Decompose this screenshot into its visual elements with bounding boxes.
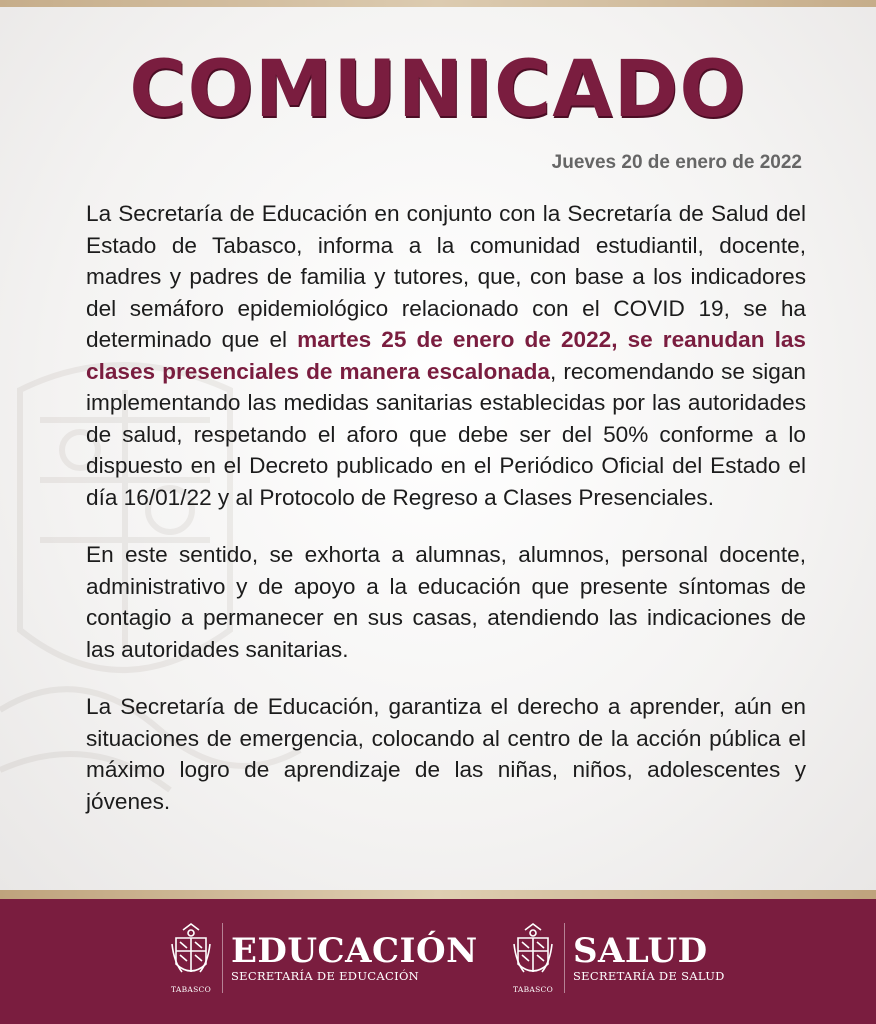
paragraph-1 <box>86 198 806 513</box>
educacion-logo-subtitle: SECRETARÍA DE EDUCACIÓN <box>231 969 420 983</box>
educacion-logo-name: EDUCACIÓN <box>231 931 478 971</box>
salud-shield <box>508 922 558 994</box>
top-gold-border <box>0 0 876 7</box>
paragraph-1-rest: , recomendando se sigan implementando las medidas sanitarias establecidas por las autoridades de salud, respetando el aforo que debe ser del 50% conforme a lo dispuesto en el Decreto publicado en el Periódico Oficial del Estado el día 16/01/22 y al Protocolo de Regreso a Clases Presenciales. <box>86 358 806 510</box>
educacion-shield <box>166 922 216 994</box>
educacion-logo <box>166 922 478 994</box>
page-title: COMUNICADO <box>129 45 747 135</box>
tabasco-shield-icon <box>512 922 554 984</box>
publication-date: Jueves 20 de enero de 2022 <box>551 152 802 173</box>
tabasco-shield-icon <box>170 922 212 984</box>
paragraph-2: En este sentido, se exhorta a alumnas, alumnos, personal docente, administrativo y de apoyo a la educación que presente síntomas de contagio a permanecer en sus casas, atendiendo las indicaciones de las autoridades sanitarias. <box>86 542 806 662</box>
salud-logo-subtitle: SECRETARÍA DE SALUD <box>573 969 725 983</box>
salud-logo-name: SALUD <box>573 931 708 971</box>
salud-logo-divider <box>564 923 565 993</box>
educacion-state-label: TABASCO <box>170 985 212 994</box>
salud-state-label: TABASCO <box>512 985 554 994</box>
educacion-logo-divider <box>222 923 223 993</box>
footer-gold-stripe <box>0 890 876 899</box>
salud-logo <box>508 922 725 994</box>
paragraph-1-intro: La Secretaría de Educación en conjunto con la Secretaría de Salud del Estado de Tabasco, informa a la comunidad estudiantil, docente, madres y padres de familia y tutores, que, con base a los indicadores del semáforo epidemiológico relacionado con el COVID 19, se ha determinado que el <box>86 201 806 352</box>
paragraph-3: La Secretaría de Educación, garantiza el derecho a aprender, aún en situaciones de emergencia, colocando al centro de la acción pública el máximo logro de aprendizaje de las niñas, niños, adolescentes y jóvenes. <box>86 694 806 814</box>
educacion-logo-text <box>231 933 478 983</box>
reopening-date-highlight: martes 25 de enero de 2022, se reanudan las clases presenciales de manera escalonada <box>86 327 806 384</box>
announcement-body <box>86 198 806 843</box>
salud-logo-text <box>573 933 725 983</box>
